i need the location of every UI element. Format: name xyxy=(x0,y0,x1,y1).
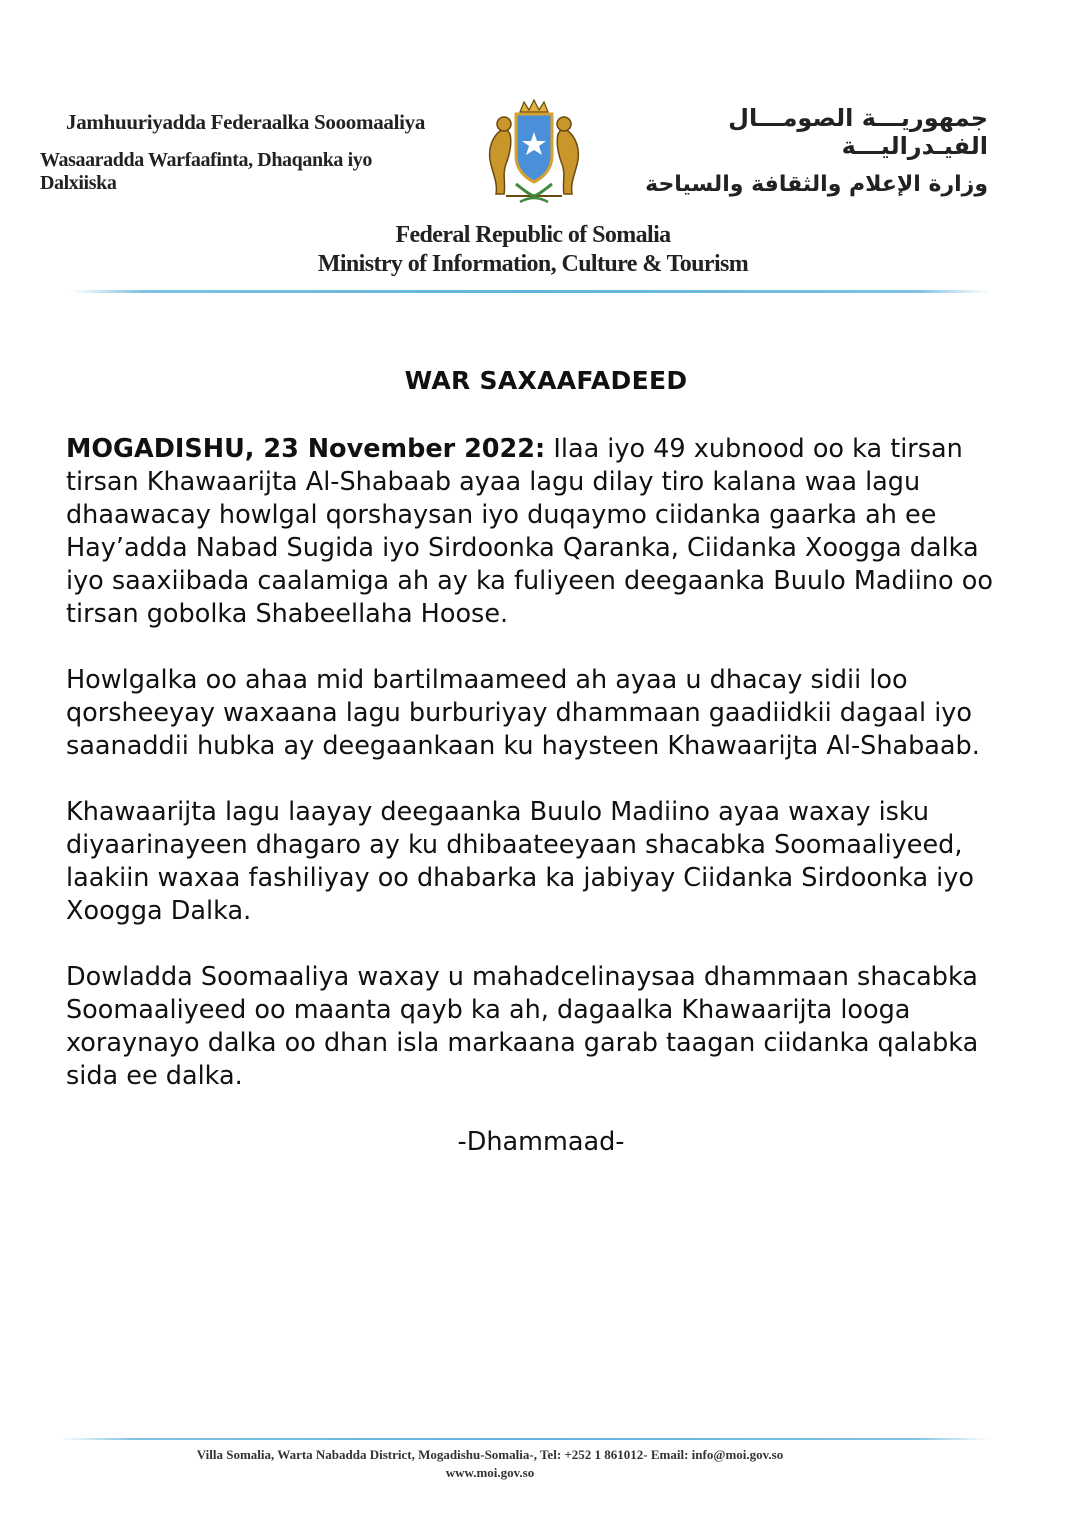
footer-website: www.moi.gov.so xyxy=(445,1465,535,1480)
header-somali xyxy=(40,110,440,195)
paragraph-4: Dowladda Soomaaliya waxay u mahadcelinaysaa dhammaan shacabka Soomaaliyeed oo maanta qayb ka ah, dagaalka Khawaarijta looga xoraynayo dalka oo dhan isla markaana garab taagan ciidanka qalabka sida ee dalka. xyxy=(66,962,979,1091)
paragraph-1-text: Ilaa iyo 49 xubnood oo ka tirsan tirsan Khawaarijta Al-Shabaab ayaa lagu dilay tiro kalana waa lagu dhaawacay howlgal qorshaysan iyo duqaymo ciidanka gaarka ah ee Hay’adda Nabad Sugida iyo Sirdoonka Qaranka, Ciidanka Xoogga dalka iyo saaxiibada caalamiga ah ay ka fuliyeen deegaanka Buulo Madiino oo tirsan gobolka Shabeellaha Hoose. xyxy=(66,434,993,629)
header-arabic xyxy=(588,104,988,197)
header-english xyxy=(0,222,1066,278)
header-republic-english: Federal Republic of Somalia xyxy=(395,222,671,248)
closing-mark: -Dhammaad- xyxy=(457,1127,625,1157)
coat-of-arms-icon xyxy=(476,98,592,210)
header-republic-arabic: جمهوريـــة الصومـــال الفيـدراليـــة xyxy=(728,104,988,160)
header-republic-somali: Jamhuuriyadda Federaalka Sooomaaliya xyxy=(66,110,426,134)
press-release-body xyxy=(66,364,1016,1185)
header-ministry-english: Ministry of Information, Culture & Tourism xyxy=(317,251,749,277)
paragraph-2: Howlgalka oo ahaa mid bartilmaameed ah ayaa u dhacay sidii loo qorsheeyay waxaana lagu burburiyay dhammaan gaadiidkii dagaal iyo saanaddii hubka ay deegaankaan ku haysteen Khawaarijta Al-Shabaab. xyxy=(66,665,980,761)
footer-address: Villa Somalia, Warta Nabadda District, Mogadishu-Somalia-, Tel: +252 1 861012- Email: info@moi.gov.so xyxy=(196,1447,784,1462)
header-ministry-somali: Wasaaradda Warfaafinta, Dhaqanka iyo Dalxiiska xyxy=(40,149,372,194)
document-title: WAR SAXAAFADEED xyxy=(404,366,688,395)
footer-divider xyxy=(60,1438,990,1440)
paragraph-1 xyxy=(66,433,1016,631)
header-divider xyxy=(70,290,990,293)
dateline: MOGADISHU, 23 November 2022: xyxy=(66,434,546,464)
paragraph-3: Khawaarijta lagu laayay deegaanka Buulo Madiino ayaa waxay isku diyaarinayeen dhagaro ay ku dhibaateeyaan shacabka Soomaaliyeed, laakiin waxaa fashiliyay oo dhabarka ka jabiyay Ciidanka Sirdoonka iyo Xoogga Dalka. xyxy=(66,797,974,926)
footer xyxy=(0,1446,980,1482)
header-ministry-arabic: وزارة الإعلام والثقافة والسياحة xyxy=(645,172,988,197)
